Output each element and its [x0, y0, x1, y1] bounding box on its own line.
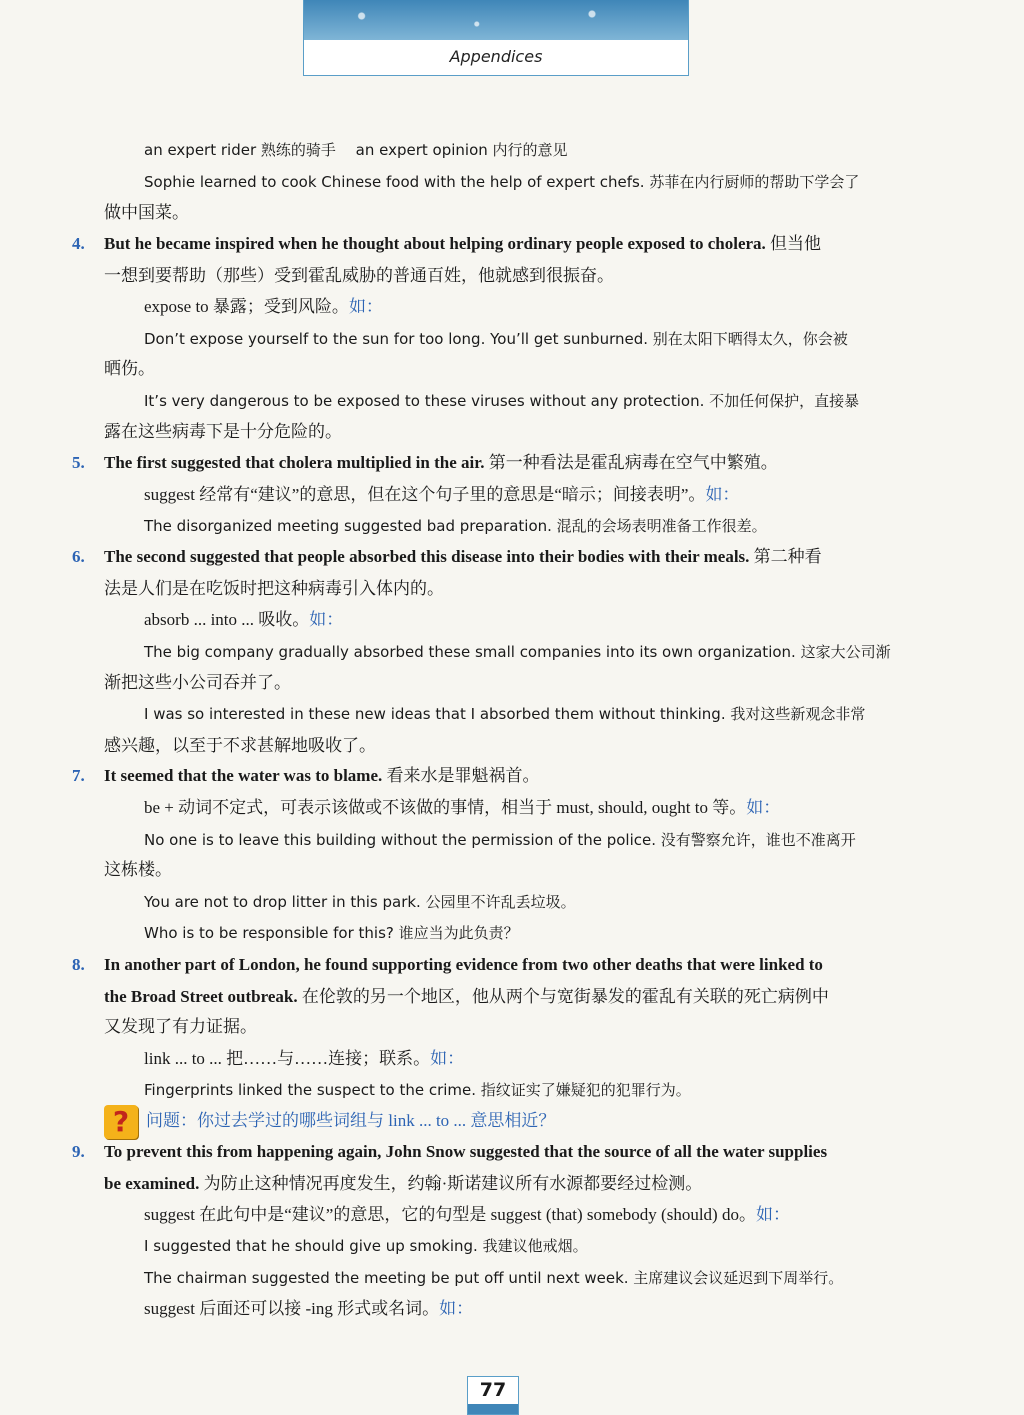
item-number: 7. — [72, 766, 85, 785]
text-line-main: Fingerprints linked the suspect to the crime. 指纹证实了嫌疑犯的犯罪行为。 — [144, 1081, 691, 1099]
text-line-main: The first suggested that cholera multiplied in the air. — [104, 453, 485, 472]
text-line-main: 法是人们是在吃饭时把这种病毒引入体内的。 — [104, 579, 444, 598]
text-line-main: be examined. — [104, 1174, 200, 1193]
text-line — [104, 735, 1024, 757]
text-line — [144, 1048, 1024, 1070]
text-line — [144, 609, 1024, 631]
text-line — [144, 1298, 1024, 1320]
text-line-main: 做中国菜。 — [104, 203, 189, 222]
text-line-main: No one is to leave this building without the permission of the police. 没有警察允许，谁也不准离开 — [144, 831, 856, 849]
text-line — [144, 484, 1024, 506]
text-line — [104, 265, 1024, 287]
text-line — [144, 328, 1024, 350]
text-line-main: 又发现了有力证据。 — [104, 1017, 257, 1036]
text-line-main: 这栋楼。 — [104, 860, 172, 879]
page-number: 77 — [479, 1379, 507, 1401]
text-line — [144, 390, 1024, 412]
text-line-main: 一想到要帮助（那些）受到霍乱威胁的普通百姓，他就感到很振奋。 — [104, 266, 614, 285]
header-title: Appendices — [449, 47, 543, 66]
text-line — [104, 1141, 1024, 1163]
text-line — [144, 641, 1024, 663]
text-line-tail: 如： — [309, 610, 344, 629]
text-line-main: To prevent this from happening again, John Snow suggested that the source of all the water supplies — [104, 1142, 828, 1161]
text-line-main: suggest 经常有“建议”的意思，但在这个句子里的意思是“暗示；间接表明”。 — [144, 485, 706, 504]
text-line-tail: 第一种看法是霍乱病毒在空气中繁殖。 — [484, 453, 778, 472]
text-line-main: Don’t expose yourself to the sun for too long. You’ll get sunburned. 别在太阳下晒得太久，你会被 — [144, 330, 848, 348]
question-mark-icon: ? — [104, 1105, 138, 1139]
text-line — [104, 1016, 1024, 1038]
text-line-main: It seemed that the water was to blame. — [104, 766, 383, 785]
item-number: 8. — [72, 955, 85, 974]
item-number: 6. — [72, 547, 85, 566]
text-line — [104, 452, 1024, 474]
text-line-main: You are not to drop litter in this park. 公园里不许乱丢垃圾。 — [144, 893, 576, 911]
text-line — [104, 578, 1024, 600]
text-line-main: an expert rider 熟练的骑手 an expert opinion 内行的意见 — [144, 141, 568, 159]
text-line — [104, 233, 1024, 255]
text-line-main: be + 动词不定式，可表示该做或不该做的事情，相当于 must, should, ought to 等。 — [144, 798, 747, 817]
text-line-main: expose to 暴露；受到风险。 — [144, 297, 349, 316]
text-line — [144, 1267, 1024, 1289]
text-line-main: 露在这些病毒下是十分危险的。 — [104, 422, 342, 441]
text-line-main: link ... to ... 把……与……连接；联系。 — [144, 1049, 431, 1068]
page-number-box — [467, 1376, 519, 1415]
text-line-tail: 但当他 — [765, 234, 822, 253]
text-line-tail: 为防止这种情况再度发生，约翰·斯诺建议所有水源都要经过检测。 — [199, 1174, 703, 1193]
text-line — [144, 1235, 1024, 1257]
text-line-main: 渐把这些小公司吞并了。 — [104, 673, 291, 692]
item-number: 4. — [72, 234, 85, 253]
text-line-main: I was so interested in these new ideas that I absorbed them without thinking. 我对这些新观念非常 — [144, 705, 866, 723]
text-line-main: Who is to be responsible for this? 谁应当为此负责？ — [144, 924, 519, 942]
page-number-bar — [468, 1404, 518, 1414]
text-line — [144, 1079, 1024, 1101]
text-line-main: The second suggested that people absorbed this disease into their bodies with their meals. — [104, 547, 750, 566]
text-line — [104, 672, 1024, 694]
text-line-tail: 第二种看 — [749, 547, 822, 566]
text-line — [144, 703, 1024, 725]
header-water-image — [304, 0, 688, 40]
item-number: 5. — [72, 453, 85, 472]
text-line — [104, 546, 1024, 568]
text-line-tail: 如： — [348, 297, 383, 316]
text-line-main: 感兴趣，以至于不求甚解地吸收了。 — [104, 736, 376, 755]
text-line-tail: 如： — [705, 485, 740, 504]
text-line-main: suggest 在此句中是“建议”的意思，它的句型是 suggest (that) somebody (should) do。 — [144, 1205, 756, 1224]
text-line-tail: 如： — [439, 1299, 474, 1318]
text-line-tail: 在伦敦的另一个地区，他从两个与宽街暴发的霍乱有关联的死亡病例中 — [297, 987, 829, 1006]
text-line — [144, 891, 1024, 913]
text-line-tail: 如： — [746, 798, 781, 817]
text-line-main: suggest 后面还可以接 -ing 形式或名词。 — [144, 1299, 440, 1318]
text-line-main: the Broad Street outbreak. — [104, 987, 298, 1006]
item-number: 9. — [72, 1142, 85, 1161]
text-line — [104, 765, 1024, 787]
text-line — [144, 515, 1024, 537]
text-line — [144, 139, 1024, 161]
text-line — [144, 1204, 1024, 1226]
text-line-main: The big company gradually absorbed these small companies into its own organization. 这家大公司渐 — [144, 643, 891, 661]
text-line — [144, 922, 1024, 944]
text-line-main: It’s very dangerous to be exposed to these viruses without any protection. 不加任何保护，直接暴 — [144, 392, 860, 410]
text-line — [104, 986, 1024, 1008]
text-line-tail: 如： — [755, 1205, 790, 1224]
text-line-main: In another part of London, he found supporting evidence from two other deaths that were linked to — [104, 955, 823, 974]
text-line-main: The disorganized meeting suggested bad preparation. 混乱的会场表明准备工作很差。 — [144, 517, 767, 535]
text-line-main: absorb ... into ... 吸收。 — [144, 610, 310, 629]
text-line — [144, 829, 1024, 851]
text-line-main: But he became inspired when he thought about helping ordinary people exposed to cholera. — [104, 234, 766, 253]
text-line-main: Sophie learned to cook Chinese food with the help of expert chefs. 苏菲在内行厨师的帮助下学会了 — [144, 173, 860, 191]
text-line-tail: 如： — [430, 1049, 465, 1068]
text-line — [146, 1110, 1024, 1132]
text-line — [104, 1173, 1024, 1195]
text-line — [104, 358, 1024, 380]
text-line — [144, 296, 1024, 318]
text-line — [104, 859, 1024, 881]
header-tab — [303, 0, 689, 76]
text-line — [104, 202, 1024, 224]
text-line-main: I suggested that he should give up smoking. 我建议他戒烟。 — [144, 1237, 588, 1255]
text-line — [144, 797, 1024, 819]
text-line — [104, 421, 1024, 443]
text-line — [144, 171, 1024, 193]
text-line-main: 晒伤。 — [104, 359, 155, 378]
text-line-tail: 看来水是罪魁祸首。 — [382, 766, 540, 785]
text-line — [104, 954, 1024, 976]
text-line-main: The chairman suggested the meeting be put off until next week. 主席建议会议延迟到下周举行。 — [144, 1269, 844, 1287]
text-line-main: 问题：你过去学过的哪些词组与 link ... to ... 意思相近？ — [146, 1111, 556, 1130]
